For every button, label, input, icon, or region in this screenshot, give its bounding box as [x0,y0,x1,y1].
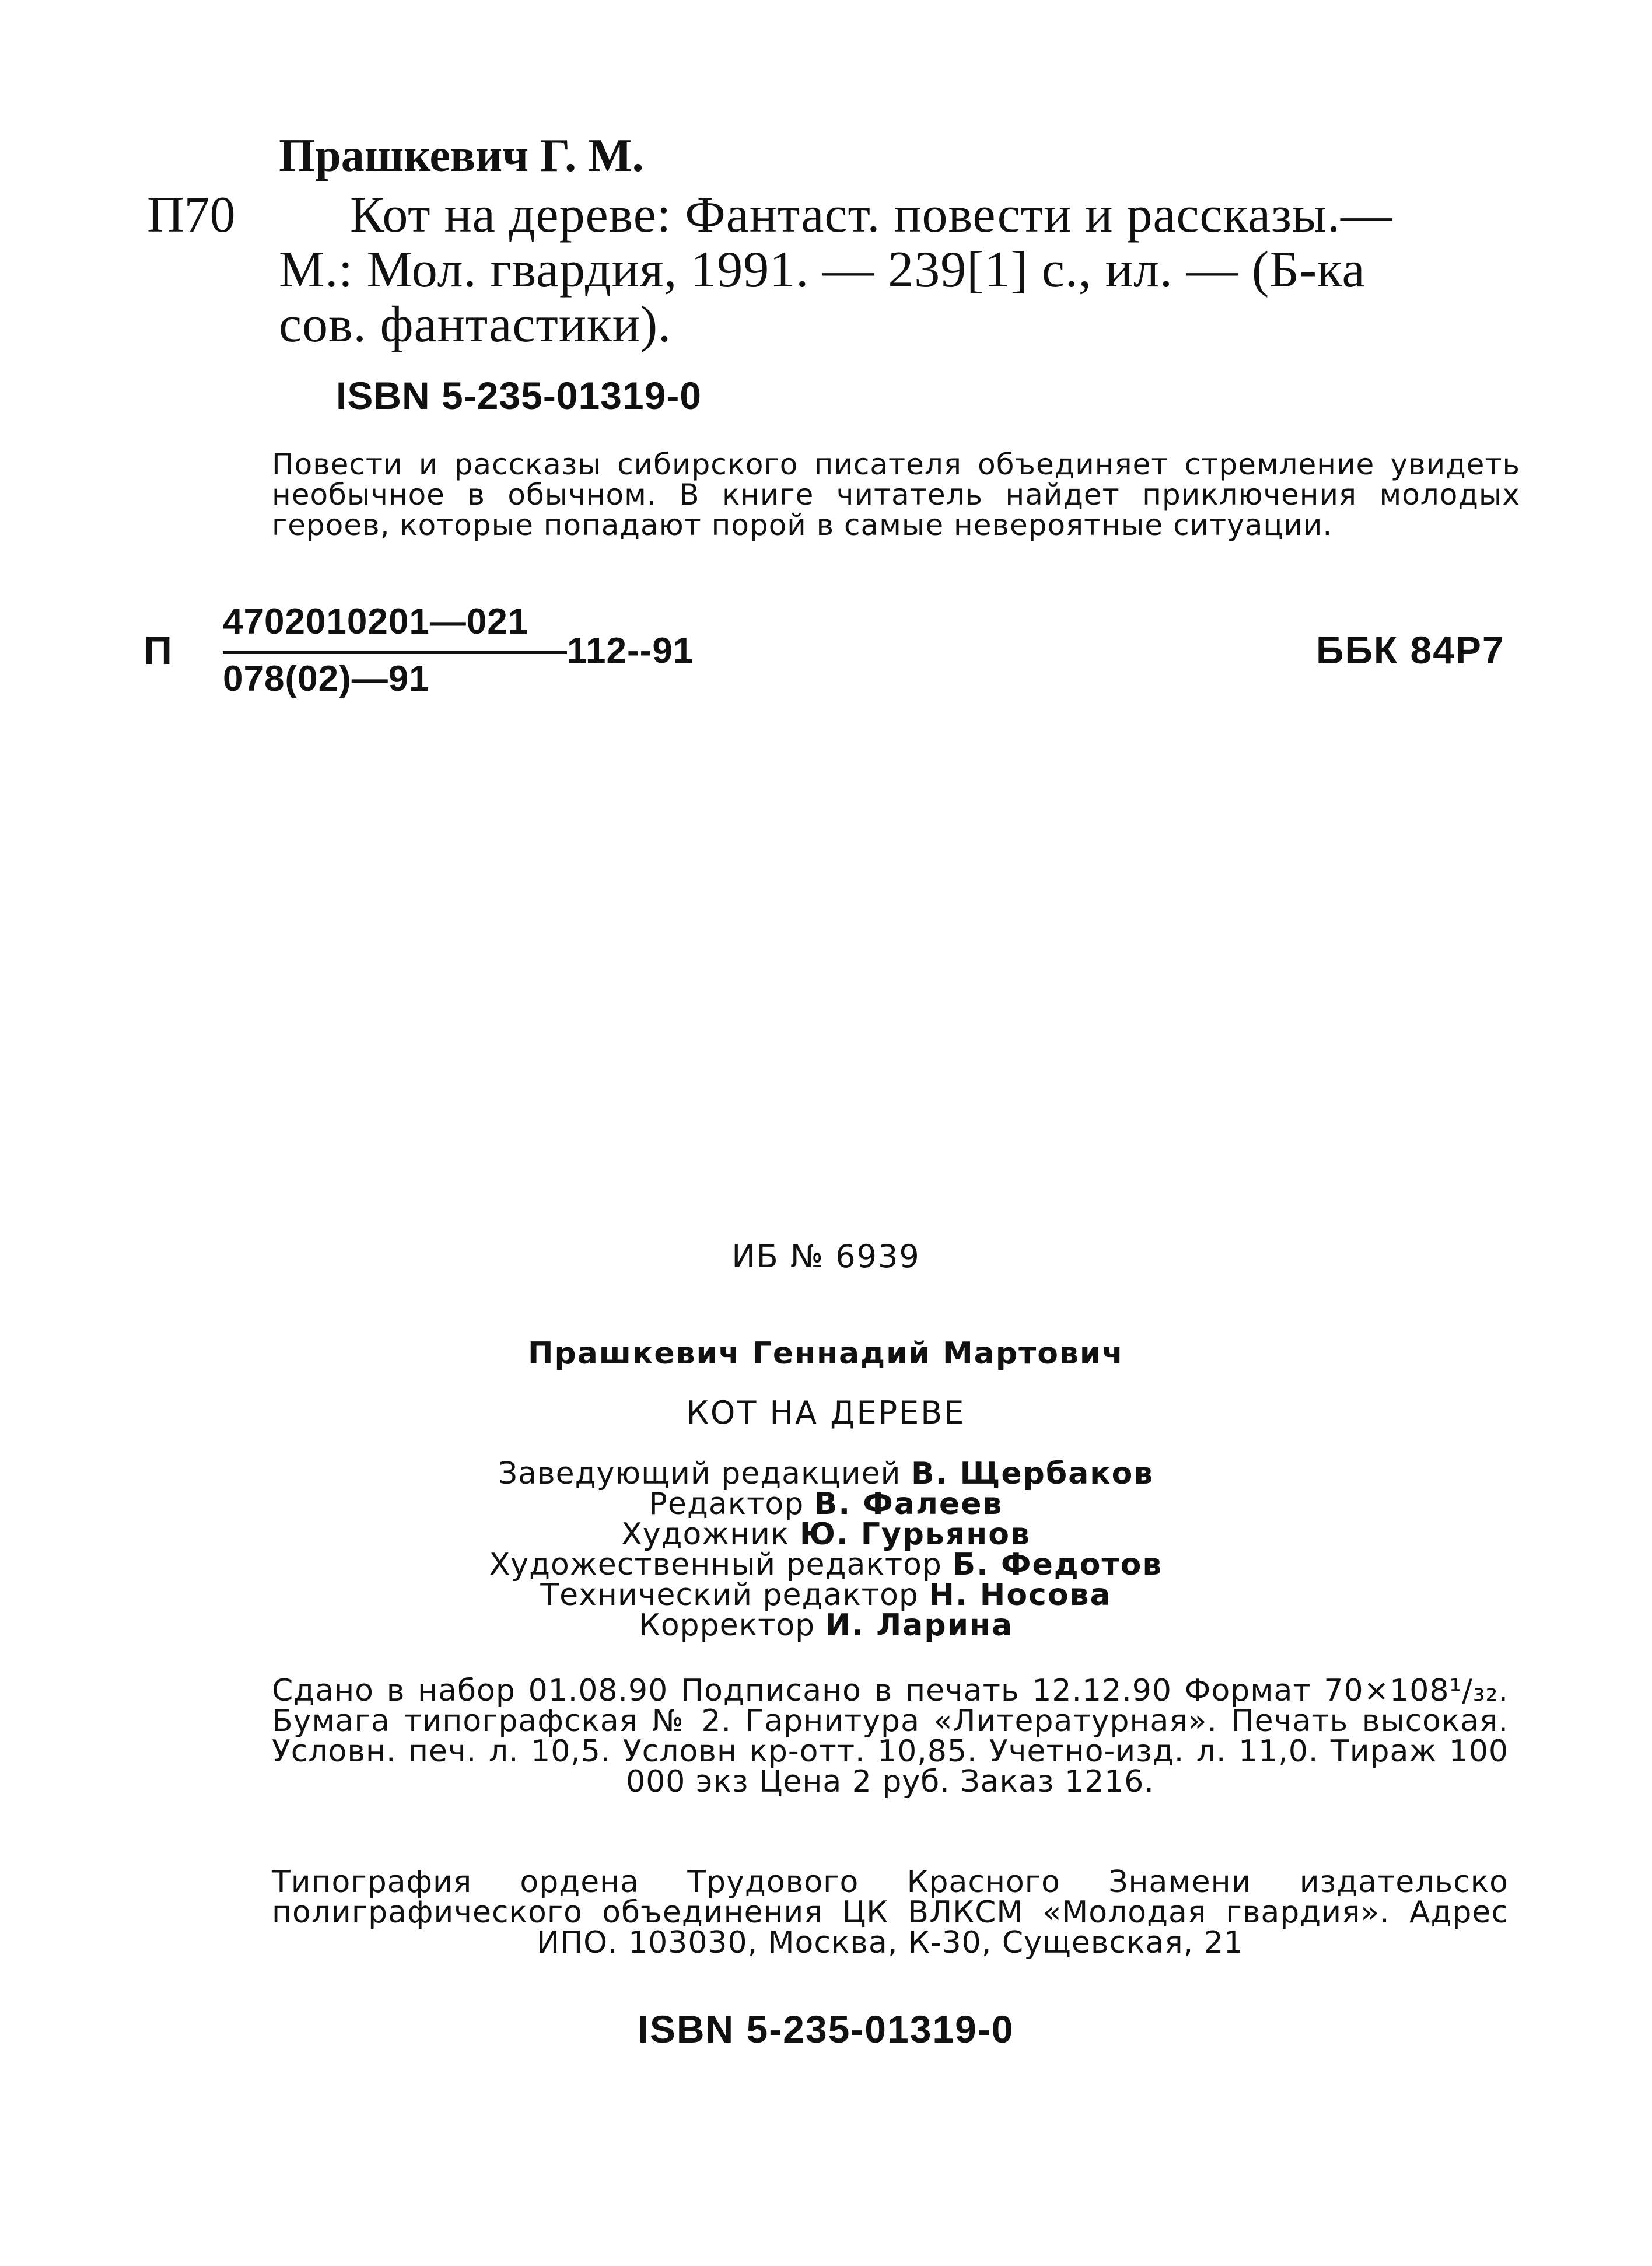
credit-name: В. Щербаков [911,1456,1154,1491]
credit-role: Редактор [649,1487,804,1522]
code-suffix: 112--91 [567,631,694,671]
code-letter: П [144,628,172,673]
bibliographic-line-2: М.: Мол. гвардия, 1991. — 239[1] с., ил. — (Б-ка [279,242,1366,298]
credit-name: В. Фалеев [814,1487,1003,1522]
credit-name: Б. Федотов [952,1547,1163,1582]
credit-role: Технический редактор [540,1578,919,1613]
isbn-bottom: ISBN 5-235-01319-0 [638,2008,1014,2051]
code-denominator: 078(02)—91 [223,659,430,699]
printer-info: Типография ордена Трудового Красного Знамени издательско полиграфического объединения ЦК ВЛКСМ «Молодая гвардия». Адрес ИПО. 103030, Москва, К-30, Сущевская, 21 [272,1865,1508,1960]
isbn-top: ISBN 5-235-01319-0 [336,374,702,417]
credit-row [0,1456,1652,1491]
ib-number: ИБ № 6939 [732,1238,921,1275]
credit-role: Художник [621,1517,790,1552]
print-data: Сдано в набор 01.08.90 Подписано в печать 12.12.90 Формат 70×108¹/₃₂. Бумага типографская № 2. Гарнитура «Литературная». Печать высокая. Условн. печ. л. 10,5. Условн кр-отт. 10,85. Учетно-изд. л. 11,0. Тираж 100 000 экз Цена 2 руб. Заказ 1216. [272,1673,1508,1799]
credit-row [0,1610,1652,1641]
credit-row [0,1487,1652,1522]
credit-role: Корректор [638,1608,816,1643]
credit-name: И. Ларина [825,1608,1014,1643]
classification-code: П70 [147,187,236,243]
code-numerator: 4702010201—021 [223,602,529,642]
credit-row [0,1547,1652,1582]
full-author-name: Прашкевич Геннадий Мартович [527,1336,1125,1371]
credit-role: Заведующий редакцией [498,1456,901,1491]
credit-row [0,1519,1652,1550]
credit-role: Художественный редактор [489,1547,942,1582]
fraction-rule [223,651,567,654]
author-heading: Прашкевич Г. М. [279,130,644,181]
annotation: Повести и рассказы сибирского писателя объединяет стремление увидеть необычное в обычном. В книге читатель найдет приключения молодых героев, которые попадают порой в самые невероятные ситуации. [272,447,1520,542]
credit-name: Ю. Гурьянов [799,1517,1031,1552]
credit-row [0,1578,1652,1613]
bibliographic-line-1: Кот на дереве: Фантаст. повести и рассказы.— [350,187,1392,243]
bibliographic-line-3: сов. фантастики). [279,296,672,353]
bbk-code: ББК 84Р7 [1316,628,1505,672]
credits-list [0,1456,1652,1643]
book-title: КОТ НА ДЕРЕВЕ [686,1394,966,1431]
credit-name: Н. Носова [929,1578,1112,1613]
